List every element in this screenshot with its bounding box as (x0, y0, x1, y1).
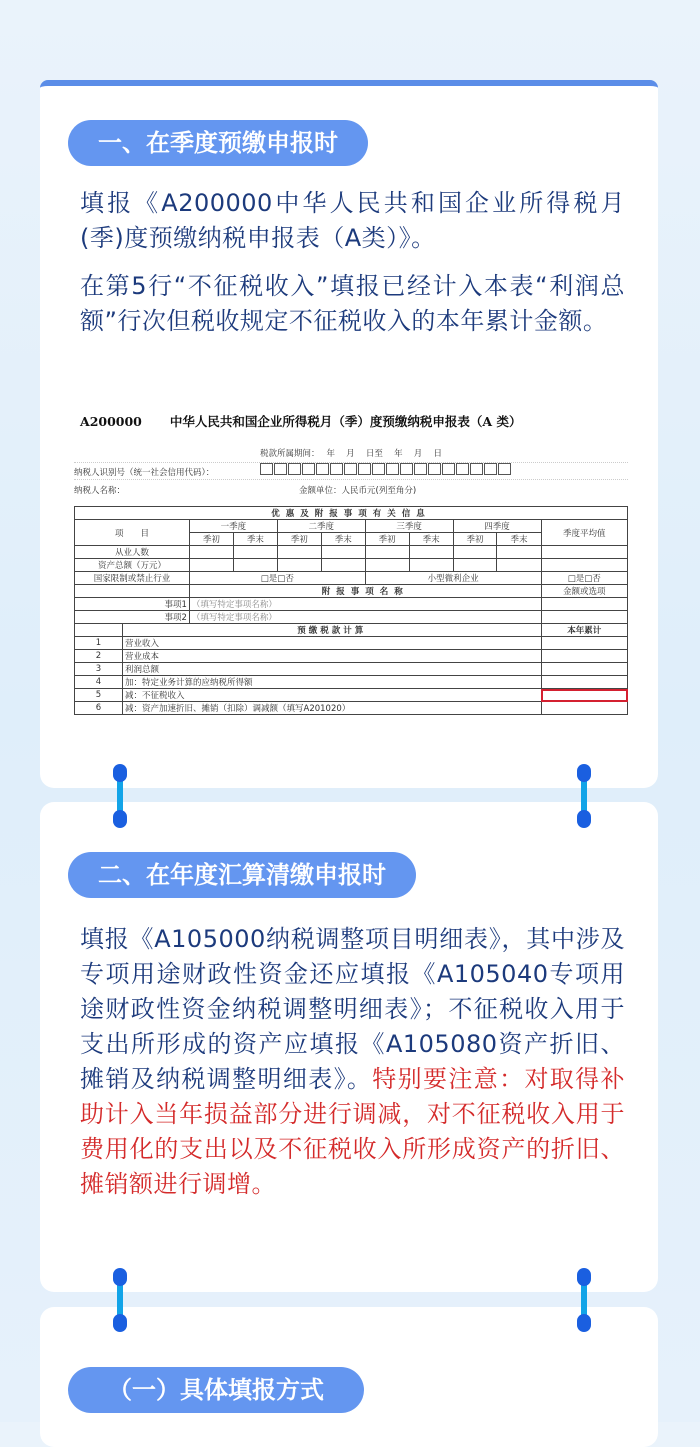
table-cell (409, 559, 453, 572)
binder-ring-icon (113, 764, 127, 828)
table-cell (365, 546, 409, 559)
table-cell (541, 546, 627, 559)
highlighted-cell (541, 689, 627, 702)
table-cell: 5 (75, 689, 123, 702)
table-cell (541, 702, 627, 715)
binder-ring-icon (577, 1268, 591, 1332)
paragraph: 填报《A105000纳税调整项目明细表》，其中涉及专项用途财政性资金还应填报《A105040专项用途财政性资金纳税调整明细表》；不征税收入用于支出所形成的资产应填报《A105080资产折旧、摊销及纳税调整明细表》。特别要注意：对取得补助计入当年损益部分进行调减，对不征税收入用于费用化的支出以及不征税收入所形成资产的折旧、摊销额进行调增。 (80, 925, 626, 1198)
table-cell (541, 559, 627, 572)
table-cell (497, 546, 541, 559)
table-cell (75, 585, 190, 598)
form-period: 税款所属期间： 年 月 日至 年 月 日 (74, 446, 628, 463)
table-cell: 一季度 (189, 520, 277, 533)
card-quarterly (40, 80, 658, 788)
table-cell (541, 637, 627, 650)
table-cell: 季末 (497, 533, 541, 546)
binder-ring-icon (113, 1268, 127, 1332)
table-cell (321, 546, 365, 559)
table-cell: 二季度 (277, 520, 365, 533)
table-cell (233, 559, 277, 572)
table-cell: 事项2 (75, 611, 190, 624)
table-cell (541, 598, 627, 611)
table-cell: （填写特定事项名称） (189, 611, 541, 624)
table-cell: 6 (75, 702, 123, 715)
table-cell: 季初 (365, 533, 409, 546)
table-cell: 优惠及附报事项有关信息 (75, 507, 628, 520)
table-cell: 季度平均值 (541, 520, 627, 546)
table-cell: （填写特定事项名称） (189, 598, 541, 611)
table-cell: 季末 (321, 533, 365, 546)
table-cell: 加：特定业务计算的应纳税所得额 (123, 676, 542, 689)
table-cell: 2 (75, 650, 123, 663)
card-annual (40, 802, 658, 1292)
table-cell: 四季度 (453, 520, 541, 533)
table-cell: 季末 (409, 533, 453, 546)
section-heading: （一）具体填报方式 (68, 1367, 364, 1413)
form-title: A200000 中华人民共和国企业所得税月（季）度预缴纳税申报表（A 类） (80, 414, 522, 429)
table-cell: 利润总额 (123, 663, 542, 676)
table-cell: 资产总额（万元） (75, 559, 190, 572)
table-cell (497, 559, 541, 572)
table-cell: 1 (75, 637, 123, 650)
table-cell (189, 559, 233, 572)
binder-ring-icon (577, 764, 591, 828)
table-cell (189, 546, 233, 559)
section-heading: 二、在年度汇算清缴申报时 (68, 852, 416, 898)
table-cell: 附报事项名称 (189, 585, 541, 598)
table-cell: 季末 (233, 533, 277, 546)
table-cell: 事项1 (75, 598, 190, 611)
paragraph: 在第5行“不征税收入”填报已经计入本表“利润总额”行次但税收规定不征税收入的本年累计金额。 (80, 272, 625, 335)
table-cell (541, 650, 627, 663)
warning-text: 特别要注意：对取得补助计入当年损益部分进行调减，对不征税收入用于费用化的支出以及不征税收入所形成资产的折旧、摊销额进行调增。 (80, 1065, 626, 1198)
table-cell: 金额或选项 (541, 585, 627, 598)
table-cell: □是□否 (541, 572, 627, 585)
table-cell (453, 546, 497, 559)
table-cell: 季初 (189, 533, 233, 546)
table-cell (453, 559, 497, 572)
tax-form-table (74, 506, 628, 715)
table-cell (409, 546, 453, 559)
table-cell: 小型微利企业 (365, 572, 541, 585)
table-cell: 从业人数 (75, 546, 190, 559)
table-cell: 预缴税款计算 (123, 624, 542, 637)
table-cell (541, 676, 627, 689)
table-cell (75, 624, 123, 637)
table-cell: 季初 (277, 533, 321, 546)
id-boxes (260, 463, 512, 482)
table-cell: 三季度 (365, 520, 453, 533)
table-cell (541, 611, 627, 624)
section-heading: 一、在季度预缴申报时 (68, 120, 368, 166)
table-cell: 营业收入 (123, 637, 542, 650)
table-cell: 4 (75, 676, 123, 689)
taxpayer-id-row: 纳税人识别号（统一社会信用代码）： (74, 463, 628, 480)
table-cell (233, 546, 277, 559)
table-cell: 营业成本 (123, 650, 542, 663)
table-cell: 减：不征税收入 (123, 689, 542, 702)
table-cell: 减：资产加速折旧、摊销（扣除）调减额（填写A201020） (123, 702, 542, 715)
table-cell: 项 目 (75, 520, 190, 546)
table-cell (365, 559, 409, 572)
table-cell: 国家限制或禁止行业 (75, 572, 190, 585)
table-cell: □是□否 (189, 572, 365, 585)
table-cell: 季初 (453, 533, 497, 546)
table-cell (541, 663, 627, 676)
paragraph: 填报《A200000中华人民共和国企业所得税月(季)度预缴纳税申报表（A类）》。 (80, 189, 625, 252)
taxpayer-name-row: 纳税人名称： 金额单位：人民币元(列至角分) (74, 486, 417, 496)
table-cell (321, 559, 365, 572)
table-cell: 3 (75, 663, 123, 676)
card-method (40, 1307, 658, 1447)
table-cell (277, 546, 321, 559)
table-cell: 本年累计 (541, 624, 627, 637)
table-cell (277, 559, 321, 572)
